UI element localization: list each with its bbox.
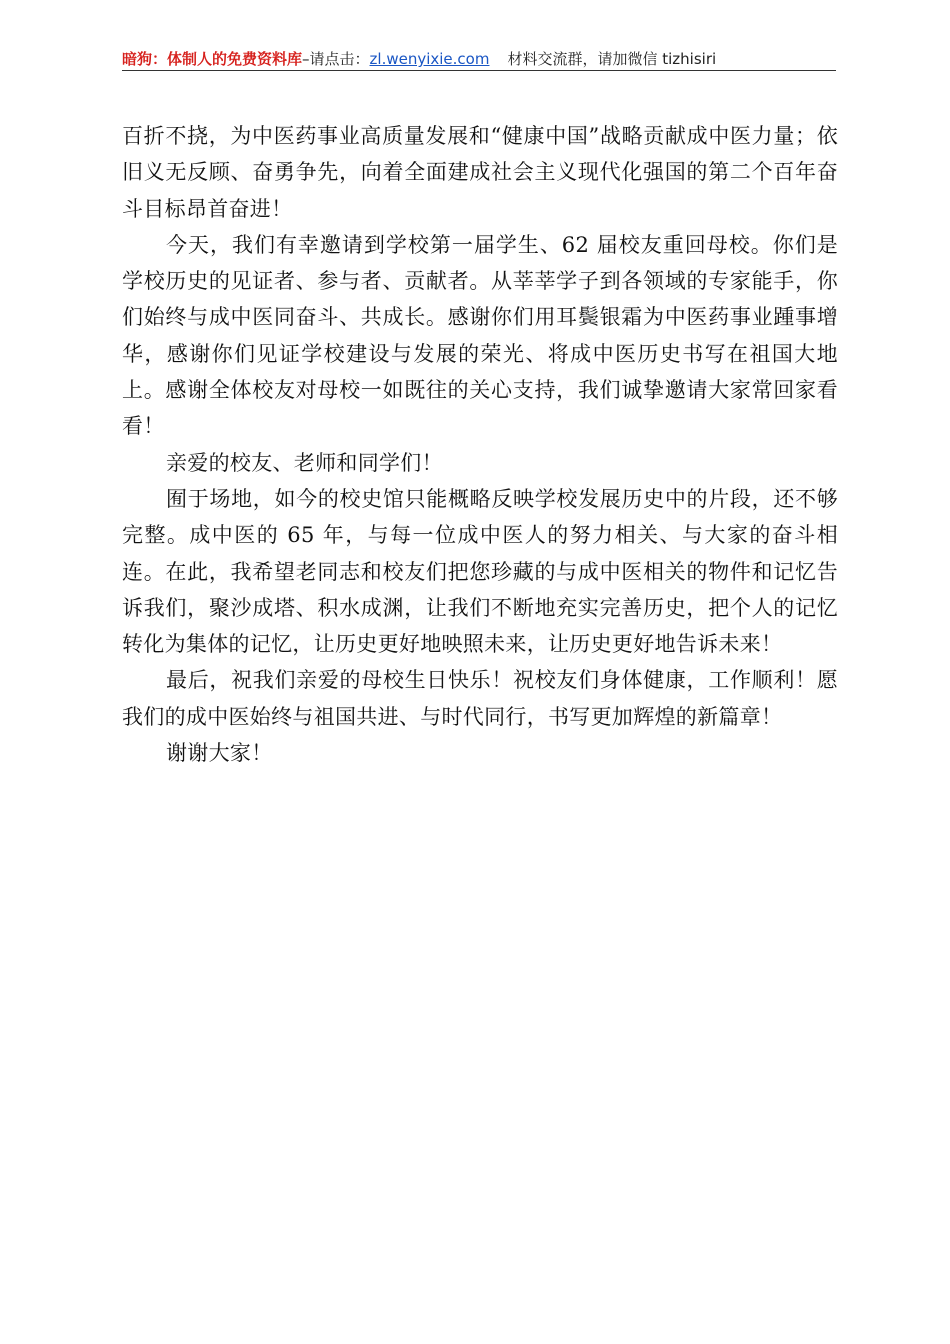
paragraph-history-call: 囿于场地，如今的校史馆只能概略反映学校发展历史中的片段，还不够完整。成中医的 65 年，与每一位成中医人的努力相关、与大家的奋斗相连。在此，我希望老同志和校友们把您珍藏的与成中医相关的物件和记忆告诉我们，聚沙成塔、积水成渊，让我们不断地充实完善历史，把个人的记忆转化为集体的记忆，让历史更好地映照未来，让历史更好地告诉未来！ bbox=[122, 486, 838, 657]
paragraph-salutation: 亲爱的校友、老师和同学们！ bbox=[166, 450, 443, 475]
header-group-text: 材料交流群，请加微信 tizhisiri bbox=[507, 50, 717, 68]
header-brand-text: 暗狗：体制人的免费资料库 bbox=[122, 50, 303, 68]
paragraph-closing-wishes: 最后，祝我们亲爱的母校生日快乐！祝校友们身体健康，工作顺利！愿我们的成中医始终与祖国共进、与时代同行，书写更加辉煌的新篇章！ bbox=[122, 668, 838, 729]
header-site-link[interactable]: zl.wenyixie.com bbox=[369, 50, 490, 68]
paragraph-thanks: 谢谢大家！ bbox=[166, 741, 273, 766]
paragraph-continuation: 百折不挠，为中医药事业高质量发展和“健康中国”战略贡献成中医力量；依旧义无反顾、奋勇争先，向着全面建成社会主义现代化强国的第二个百年奋斗目标昂首奋进！ bbox=[122, 124, 838, 221]
paragraph-alumni-welcome: 今天，我们有幸邀请到学校第一届学生、62 届校友重回母校。你们是学校历史的见证者、参与者、贡献者。从莘莘学子到各领域的专家能手，你们始终与成中医同奋斗、共成长。感谢你们用耳鬓银霜为中医药事业踵事增华，感谢你们见证学校建设与发展的荣光、将成中医历史书写在祖国大地上。感谢全体校友对母校一如既往的关心支持，我们诚挚邀请大家常回家看看！ bbox=[122, 232, 838, 439]
header-divider bbox=[122, 70, 836, 71]
page-header bbox=[122, 48, 836, 70]
header-prompt-text: –请点击： bbox=[302, 50, 370, 68]
document-body bbox=[122, 118, 838, 771]
